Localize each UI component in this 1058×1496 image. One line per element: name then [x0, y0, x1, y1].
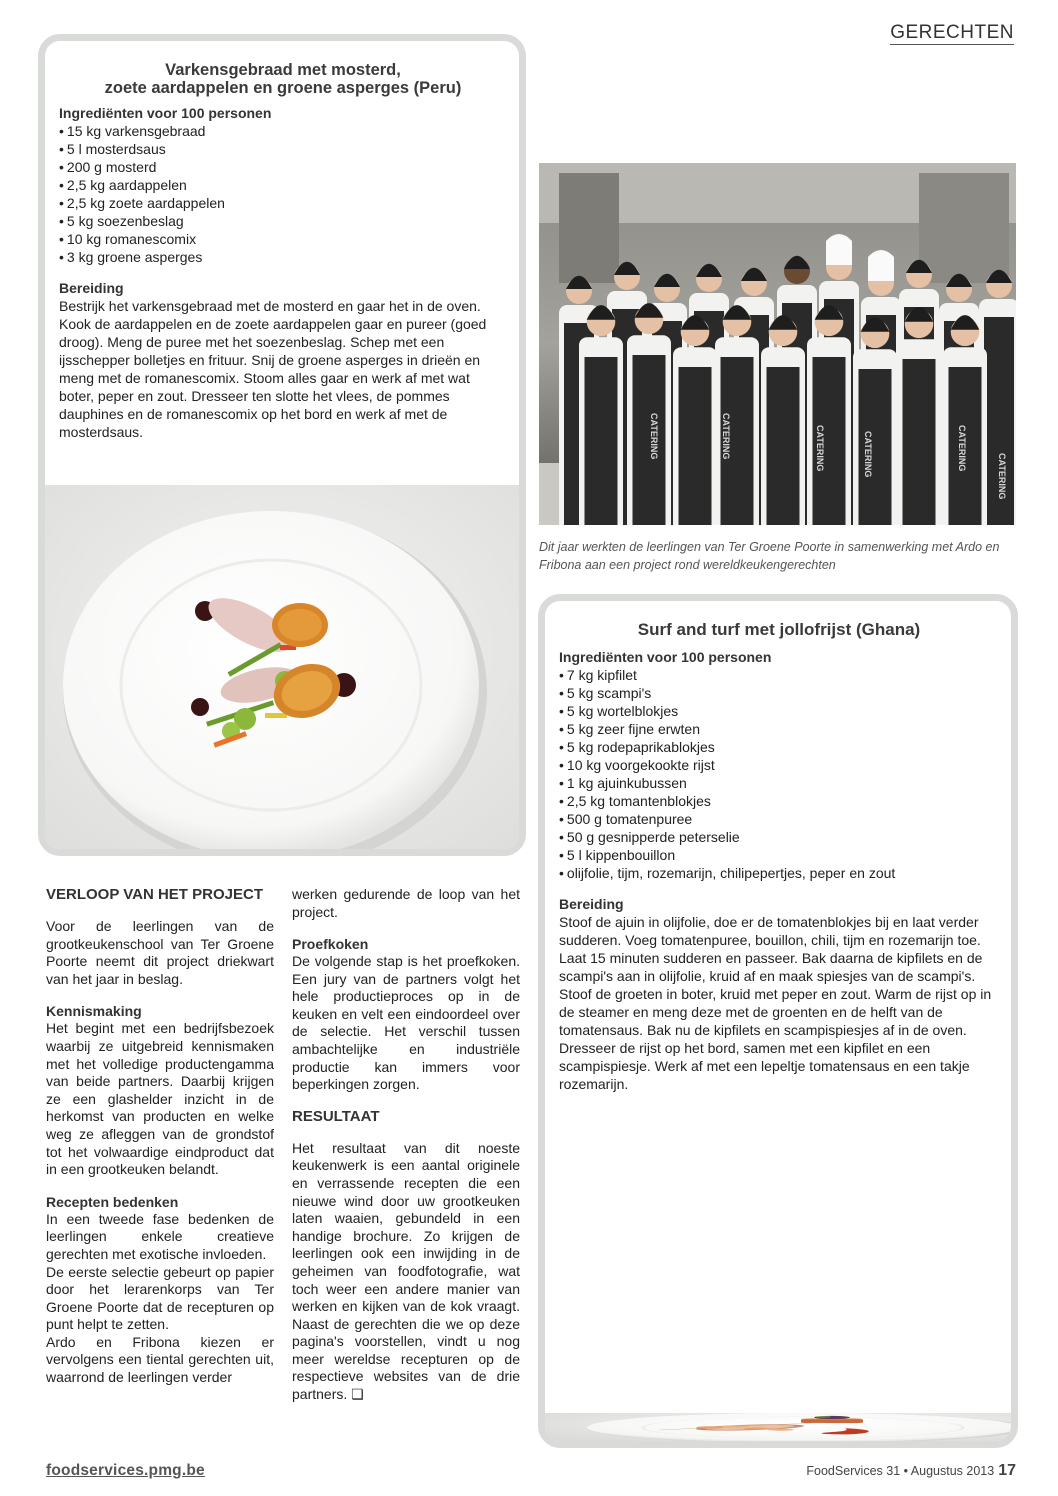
ingredient-item: • 5 kg wortelblokjes	[559, 702, 999, 720]
ingredient-item: • 2,5 kg zoete aardappelen	[59, 194, 507, 212]
ingredient-item: • 1 kg ajuinkubussen	[559, 774, 999, 792]
section-tag: GERECHTEN	[890, 22, 1014, 43]
website-link[interactable]: foodservices.pmg.be	[46, 1462, 205, 1479]
apron-label: CATERING	[649, 413, 659, 460]
team-member	[807, 305, 851, 525]
apron-label: CATERING	[957, 425, 967, 472]
ingredient-item: • 5 l mosterdsaus	[59, 140, 507, 158]
ingredients-heading: Ingrediënten voor 100 personen	[59, 105, 272, 121]
issue-label: FoodServices 31 • Augustus 2013	[806, 1464, 995, 1478]
resultaat-text: Het resultaat van dit noeste keukenwerk is een aantal originele en verrassende recepten die een nieuwe wind door uw grootkeuken laten waaien, gebundeld in een handige brochure. Zo krijgen de leerlingen ook een inwijding in de geheimen van foodfotografie, wat toch weer een andere manier van werken en kijken van de kok vraagt. Naast de gerechten die we op deze pagina's voorstellen, vindt u nog meer wereldse recepturen op de respectieve websites van de drie partners.	[292, 1139, 520, 1403]
ingredients-list	[59, 122, 507, 266]
team-member	[897, 307, 941, 525]
article-column-1	[46, 886, 274, 1387]
recipe-title: Surf and turf met jollofrijst (Ghana)	[637, 620, 921, 639]
recipe-title-line2: zoete aardappelen en groene asperges (Peru)	[104, 79, 462, 97]
team-member	[627, 303, 671, 525]
ingredient-item: • 2,5 kg aardappelen	[59, 176, 507, 194]
kennismaking-paragraph: Het begint met een bedrijfsbezoek waarbij ze uitgebreid kennismaken met het volledige productengamma van beide partners. Daarbij krijgen ze een glashelder inzicht in de herkomst van producten en welke weg ze afleggen van de grondstof tot het volwaardige eindproduct dat in een grootkeuken belandt.	[46, 1020, 274, 1178]
ingredient-item: • 50 g gesnipperde peterselie	[559, 828, 999, 846]
apron-label: CATERING	[863, 431, 873, 478]
preparation-text: Bestrijk het varkensgebraad met de mosterd en gaar het in de oven. Kook de aardappelen en de zoete aardappelen gaar en pureer (goed droog). Meng de puree met het soezenbeslag. Schep met een ijsschepper bolletjes en frituur. Snij de groene asperges in drieën en meng met de romanescomix. Stoom alles gaar en werk af met wat boter, peper en zout. Dresseer ten slotte het vlees, de pommes dauphines en de romanescomix op het bord en werk af met de mosterdsaus.	[59, 298, 487, 440]
ingredient-item: • 2,5 kg tomantenblokjes	[559, 792, 999, 810]
ingredients-heading: Ingrediënten voor 100 personen	[559, 649, 772, 665]
recepten-paragraph-2: De eerste selectie gebeurt op papier door het lerarenkorps van Ter Groene Poorte dat de recepturen op punt helpt te zetten.	[46, 1263, 274, 1333]
ingredient-item: • 5 kg rodepaprikablokjes	[559, 738, 999, 756]
ingredient-item: • 5 l kippenbouillon	[559, 846, 999, 864]
heading-kennismaking: Kennismaking	[46, 1003, 142, 1020]
dish-photo-pork	[45, 485, 519, 849]
team-photo	[539, 163, 1016, 525]
recipe-box-ghana	[538, 594, 1018, 1448]
resultaat-paragraph	[292, 1140, 520, 1404]
intro-paragraph: Voor de leerlingen van de grootkeukenschool van Ter Groene Poorte neemt dit project driekwart van het jaar in beslag.	[46, 918, 274, 987]
recipe-title	[59, 61, 507, 97]
apron-label: CATERING	[721, 413, 731, 460]
preparation-heading: Bereiding	[59, 280, 124, 296]
heading-resultaat: RESULTAAT	[292, 1107, 380, 1125]
ingredient-item: • 15 kg varkensgebraad	[59, 122, 507, 140]
heading-project: VERLOOP VAN HET PROJECT	[46, 886, 263, 903]
proefkoken-paragraph: De volgende stap is het proefkoken. Een jury van de partners volgt het hele productieproces op in de keuken en velt een eindoordeel over de selectie. Het verschil tussen ambachtelijke en industriële productie kan immers voor beperkingen zorgen.	[292, 953, 520, 1093]
end-mark-icon: ❏	[351, 1386, 364, 1403]
page-number: 17	[998, 1462, 1016, 1479]
photo-caption: Dit jaar werkten de leerlingen van Ter Groene Poorte in samenwerking met Ardo en Fribona aan een project rond wereldkeukengerechten	[539, 540, 1000, 572]
article-column-2	[292, 886, 520, 1404]
ingredient-item: • 7 kg kipfilet	[559, 666, 999, 684]
ingredient-item: • 10 kg voorgekookte rijst	[559, 756, 999, 774]
ingredient-item: • 5 kg zeer fijne erwten	[559, 720, 999, 738]
ingredients-list	[559, 666, 999, 882]
dish-illustration	[545, 1413, 1011, 1441]
recepten-continued: werken gedurende de loop van het project.	[292, 886, 520, 920]
recipe-title-line1: Varkensgebraad met mosterd,	[165, 61, 401, 79]
recepten-paragraph-1: In een tweede fase bedenken de leerlingen enkele creatieve gerechten met exotische invloeden.	[46, 1210, 274, 1262]
team-member	[579, 305, 623, 525]
ingredient-item: • 10 kg romanescomix	[59, 230, 507, 248]
ingredient-item: • 3 kg groene asperges	[59, 248, 507, 266]
ingredient-item: • 200 g mosterd	[59, 158, 507, 176]
recipe-box-peru	[38, 34, 526, 856]
ingredient-item: • olijfolie, tijm, rozemarijn, chilipepertjes, peper en zout	[559, 864, 999, 882]
apron-label: CATERING	[997, 453, 1007, 500]
dish-photo-surf-turf	[545, 1413, 1011, 1441]
heading-proefkoken: Proefkoken	[292, 936, 369, 952]
preparation-text: Stoof de ajuin in olijfolie, doe er de tomatenblokjes bij en laat verder sudderen. Voeg tomatenpuree, bouillon, chili, tijm en rozemarijn toe. Laat 15 minuten sudderen en passeer. Bak daarna de kipfilets en de scampi's aan in olijfolie, kruid af en maak spiesjes van de scampi's. Stoof de groeten in boter, kruid met peper en zout. Warm de rijst op in de steamer en meng deze met de groenten en de helft van de tomatensaus. Bak nu de kipfilets en scampispiesjes af in de oven. Dresseer de rijst op het bord, samen met een kipfilet en een scampispiesje. Werk af met een lepeltje tomatensaus en een takje rozemarijn.	[559, 914, 992, 1092]
ingredient-item: • 5 kg soezenbeslag	[59, 212, 507, 230]
heading-recepten: Recepten bedenken	[46, 1193, 179, 1210]
team-illustration	[539, 163, 1016, 525]
ingredient-item: • 5 kg scampi's	[559, 684, 999, 702]
ingredient-item: • 500 g tomatenpuree	[559, 810, 999, 828]
apron-label: CATERING	[815, 425, 825, 472]
preparation-heading: Bereiding	[559, 896, 624, 912]
recepten-paragraph-3: Ardo en Fribona kiezen er vervolgens een tiental gerechten uit, waarrond de leerlingen verder	[46, 1333, 274, 1386]
dish-illustration	[45, 485, 519, 849]
footer-issue	[806, 1462, 1016, 1480]
